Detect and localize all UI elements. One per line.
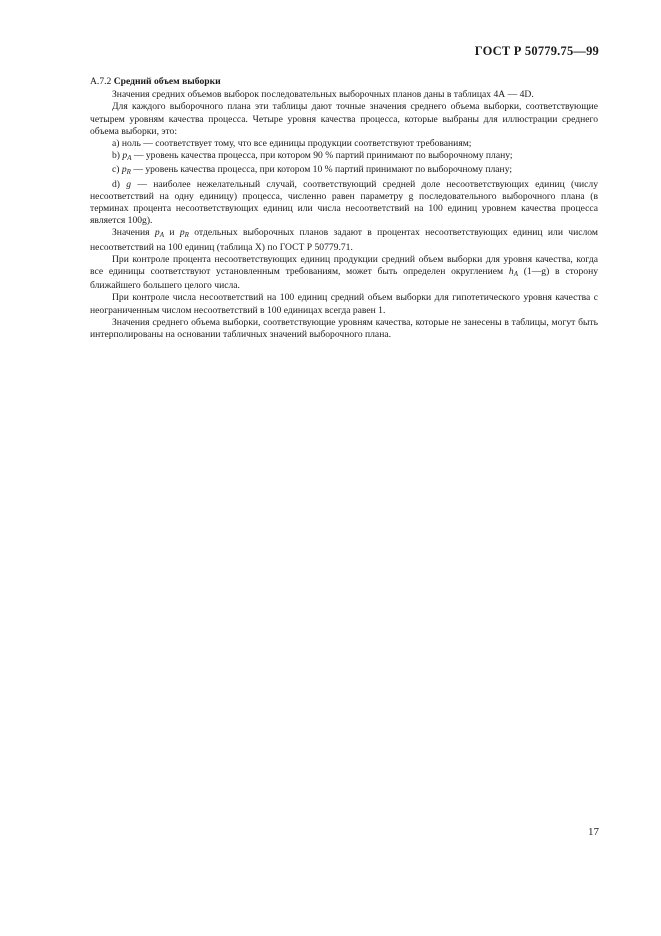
paragraph-4: При контроле процента несоответствующих единиц продукции средний объем выборки для уровня качества, когда все единицы соответствуют установленным требованиям, может быть определен округлением $h_A$ (1—g) в сторону ближайшего большего целого числа. (90, 253, 598, 292)
page-number: 17 (588, 826, 599, 838)
paragraph-1: Значения средних объемов выборок последовательных выборочных планов даны в таблицах 4А — 4D. (112, 89, 534, 101)
document-code-header: ГОСТ Р 50779.75—99 (474, 44, 599, 58)
paragraph-3: Значения $p_A$ и $p_R$ отдельных выборочных планов задают в процентах несоответствующих единиц или числом несоответствий на 100 единиц (таблица X) по ГОСТ Р 50779.71. (90, 227, 598, 253)
list-item-b: b) $p_A$ — уровень качества процесса, при котором 90 % партий принимают по выборочному плану; (112, 150, 513, 163)
list-item-a: a) ноль — соответствует тому, что все единицы продукции соответствуют требованиям; (112, 138, 472, 150)
section-heading (90, 76, 598, 88)
section-title: Средний объем выборки (113, 76, 221, 87)
section-number: А.7.2 (90, 76, 112, 87)
list-item-d: d) g — наиболее нежелательный случай, соответствующий средней доле несоответствующих единиц (числу несоответствий на одну единицу) процесса, численно равен параметру g последовательного выборочного плана (в терминах процента несоответствующих единиц или числа несоответствий на 100 единиц уровнем качества процесса является 100g). (90, 178, 598, 227)
list-item-c: c) $p_R$ — уровень качества процесса, при котором 10 % партий принимают по выборочному плану; (112, 164, 513, 177)
paragraph-2: Для каждого выборочного плана эти таблицы дают точные значения среднего объема выборки, соответствующие четырем уровням качества процесса. Четыре уровня качества процесса, которые выбраны для иллюстрации среднего объема выборки, это: (90, 101, 598, 137)
document-body (90, 76, 598, 341)
paragraph-6: Значения среднего объема выборки, соответствующие уровням качества, которые не занесены в таблицы, могут быть интерполированы на основании табличных значений выборочного плана. (90, 316, 598, 341)
paragraph-5: При контроле числа несоответствий на 100 единиц средний объем выборки для гипотетического уровня качества с неограниченным числом несоответствий в 100 единицах всегда равен 1. (90, 292, 598, 316)
